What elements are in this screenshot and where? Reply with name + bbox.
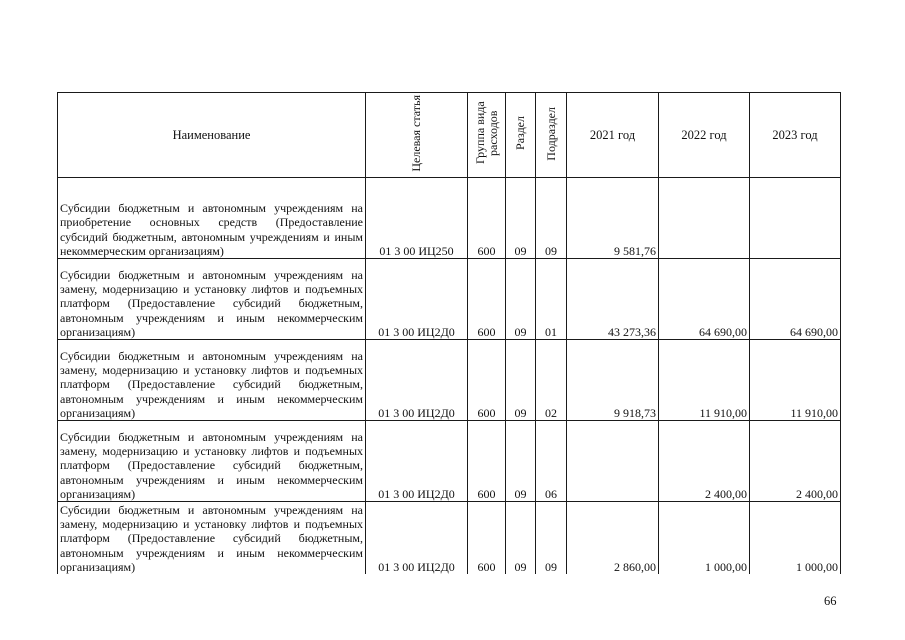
row-expense-group: 600 xyxy=(468,340,506,421)
header-section xyxy=(506,93,536,178)
header-expense-group xyxy=(468,93,506,178)
row-amount-2021: 2 860,00 xyxy=(567,502,659,575)
row-subsection: 01 xyxy=(536,259,567,340)
row-name: Субсидии бюджетным и автономным учреждениям на замену, модернизацию и установку лифтов и подъемных платформ (Предоставление субсидий бюджетным, автономным учреждениям и иным некоммерческим организациям) xyxy=(58,421,366,502)
table-body xyxy=(58,178,841,575)
row-name: Субсидии бюджетным и автономным учреждениям на замену, модернизацию и установку лифтов и подъемных платформ (Предоставление субсидий бюджетным, автономным учреждениям и иным некоммерческим организациям) xyxy=(58,502,366,575)
row-subsection: 02 xyxy=(536,340,567,421)
table-row xyxy=(58,259,841,340)
row-amount-2023: 2 400,00 xyxy=(750,421,841,502)
row-amount-2021 xyxy=(567,421,659,502)
row-subsection: 09 xyxy=(536,178,567,259)
row-amount-2022: 64 690,00 xyxy=(659,259,750,340)
row-amount-2023: 1 000,00 xyxy=(750,502,841,575)
row-section: 09 xyxy=(506,340,536,421)
row-target-article: 01 3 00 ИЦ2Д0 xyxy=(366,502,468,575)
row-section: 09 xyxy=(506,178,536,259)
page-number: 66 xyxy=(824,594,837,608)
row-amount-2023: 64 690,00 xyxy=(750,259,841,340)
row-expense-group: 600 xyxy=(468,502,506,575)
row-expense-group: 600 xyxy=(468,259,506,340)
header-subsection xyxy=(536,93,567,178)
row-name: Субсидии бюджетным и автономным учреждениям на приобретение основных средств (Предоставление субсидий бюджетным, автономным учреждениям и иным некоммерческим организациям) xyxy=(58,178,366,259)
row-name: Субсидии бюджетным и автономным учреждениям на замену, модернизацию и установку лифтов и подъемных платформ (Предоставление субсидий бюджетным, автономным учреждениям и иным некоммерческим организациям) xyxy=(58,259,366,340)
row-amount-2022: 11 910,00 xyxy=(659,340,750,421)
row-section: 09 xyxy=(506,421,536,502)
header-target-article xyxy=(366,93,468,178)
row-section: 09 xyxy=(506,259,536,340)
table-row xyxy=(58,178,841,259)
row-amount-2022: 1 000,00 xyxy=(659,502,750,575)
row-amount-2023: 11 910,00 xyxy=(750,340,841,421)
row-subsection: 09 xyxy=(536,502,567,575)
header-year-2022: 2022 год xyxy=(659,93,750,178)
row-target-article: 01 3 00 ИЦ2Д0 xyxy=(366,340,468,421)
row-amount-2021: 9 918,73 xyxy=(567,340,659,421)
row-amount-2023 xyxy=(750,178,841,259)
table-row xyxy=(58,502,841,575)
row-expense-group: 600 xyxy=(468,421,506,502)
row-amount-2022 xyxy=(659,178,750,259)
header-section-label: Раздел xyxy=(513,116,527,151)
table-row xyxy=(58,340,841,421)
header-year-2023: 2023 год xyxy=(750,93,841,178)
row-amount-2021: 9 581,76 xyxy=(567,178,659,259)
row-target-article: 01 3 00 ИЦ250 xyxy=(366,178,468,259)
header-expense-group-label: Группа вида расходов xyxy=(472,102,500,165)
budget-table xyxy=(57,92,841,574)
row-name: Субсидии бюджетным и автономным учреждениям на замену, модернизацию и установку лифтов и подъемных платформ (Предоставление субсидий бюджетным, автономным учреждениям и иным некоммерческим организациям) xyxy=(58,340,366,421)
row-amount-2022: 2 400,00 xyxy=(659,421,750,502)
row-target-article: 01 3 00 ИЦ2Д0 xyxy=(366,259,468,340)
table-header xyxy=(58,93,841,178)
row-subsection: 06 xyxy=(536,421,567,502)
row-section: 09 xyxy=(506,502,536,575)
row-target-article: 01 3 00 ИЦ2Д0 xyxy=(366,421,468,502)
header-subsection-label: Подраздел xyxy=(543,106,558,161)
row-amount-2021: 43 273,36 xyxy=(567,259,659,340)
header-row xyxy=(58,93,841,178)
table-row xyxy=(58,421,841,502)
header-name: Наименование xyxy=(58,93,366,178)
row-expense-group: 600 xyxy=(468,178,506,259)
header-year-2021: 2021 год xyxy=(567,93,659,178)
header-target-article-label: Целевая статья xyxy=(409,95,423,172)
